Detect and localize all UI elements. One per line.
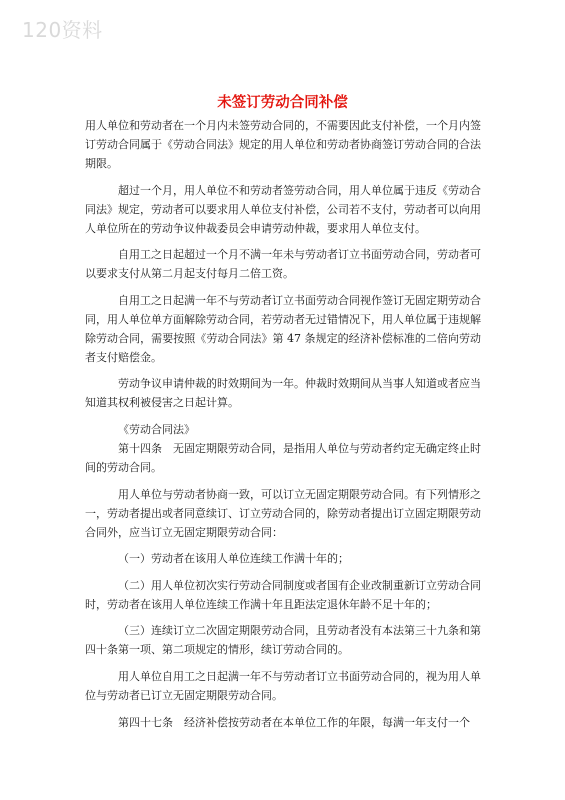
- article-paragraph: 第十四条 无固定期限劳动合同，是指用人单位与劳动者约定无确定终止时间的劳动合同。: [85, 441, 481, 474]
- paragraph: 劳动争议申请仲裁的时效期间为一年。仲裁时效期间从当事人知道或者应当知道其权利被侵害之日起计算。: [85, 377, 481, 410]
- list-item: （一）劳动者在该用人单位连续工作满十年的；: [118, 552, 349, 566]
- list-item: （三）连续订立二次固定期限劳动合同，且劳动者没有本法第三十九条和第四十条第一项、第二项规定的情形，续订劳动合同的。: [85, 624, 481, 657]
- list-item: （二）用人单位初次实行劳动合同制度或者国有企业改制重新订立劳动合同时，劳动者在该用人单位连续工作满十年且距法定退休年龄不足十年的；: [85, 578, 481, 611]
- paragraph: 自用工之日起超过一个月不满一年未与劳动者订立书面劳动合同，劳动者可以要求支付从第二月起支付每月二倍工资。: [85, 248, 481, 281]
- paragraph: 用人单位和劳动者在一个月内未签劳动合同的，不需要因此支付补偿，一个月内签订劳动合同属于《劳动合同法》规定的用人单位和劳动者协商签订劳动合同的合法期限。: [85, 119, 481, 170]
- watermark-logo: 120资料: [22, 18, 103, 42]
- article-paragraph: 第四十七条 经济补偿按劳动者在本单位工作的年限，每满一年支付一个: [118, 715, 470, 729]
- paragraph: 超过一个月，用人单位不和劳动者签劳动合同，用人单位属于违反《劳动合同法》规定，劳动者可以要求用人单位支付补偿，公司若不支付，劳动者可以向用人单位所在的劳动争议仲裁委员会申请劳动仲裁，要求用人单位支付。: [85, 183, 481, 235]
- paragraph: 自用工之日起满一年不与劳动者订立书面劳动合同视作签订无固定期劳动合同，用人单位单方面解除劳动合同，若劳动者无过错情况下，用人单位属于违规解除劳动合同，需要按照《劳动合同法》第 47 条规定的经济补偿标准的二倍向劳动者支付赔偿金。: [85, 293, 481, 364]
- paragraph: 用人单位自用工之日起满一年不与劳动者订立书面劳动合同的，视为用人单位与劳动者已订立无固定期限劳动合同。: [85, 669, 481, 702]
- document-title: 未签订劳动合同补偿: [217, 95, 348, 111]
- paragraph: 用人单位与劳动者协商一致，可以订立无固定期限劳动合同。有下列情形之一，劳动者提出或者同意续订、订立劳动合同的，除劳动者提出订立固定期限劳动合同外，应当订立无固定期限劳动合同：: [85, 487, 481, 539]
- document-body: [85, 116, 481, 739]
- law-heading: 《劳动合同法》: [118, 422, 195, 436]
